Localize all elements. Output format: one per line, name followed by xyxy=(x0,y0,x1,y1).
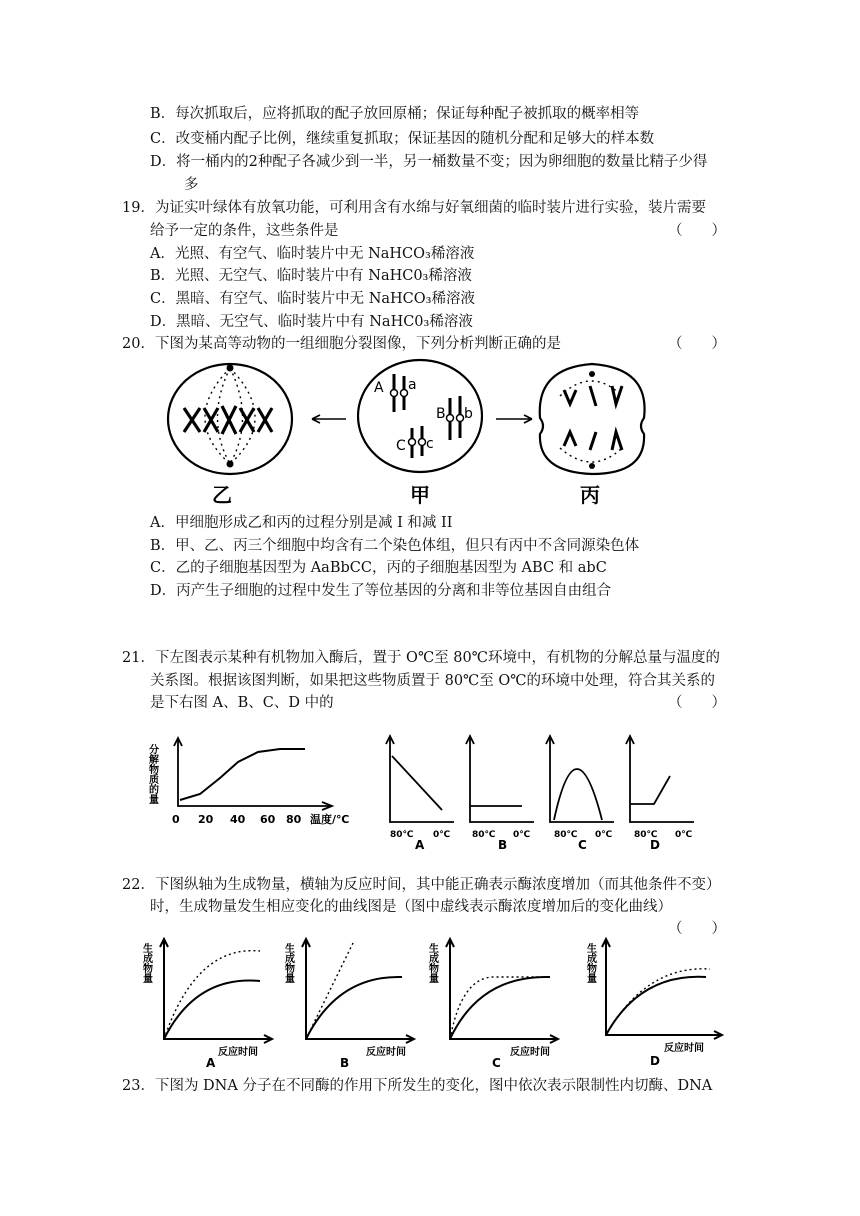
q19-option-c: C．黑暗、有空气、临时装片中无 NaHCO₃稀溶液 xyxy=(150,291,475,307)
q20-option-c: C．乙的子细胞基因型为 AaBbCC，丙的子细胞基因型为 ABC 和 abC xyxy=(150,560,607,576)
q18-option-d: D．将一桶内的2种配子各减少到一半，另一桶数量不变；因为卵细胞的数量比精子少得 xyxy=(150,154,708,170)
q20-option-b: B．甲、乙、丙三个细胞中均含有二个染色体组，但只有丙中不含同源染色体 xyxy=(150,538,640,554)
a-xlabel: 反应时间 xyxy=(218,1047,258,1058)
q19-answer-paren: （ ） xyxy=(668,223,726,239)
q19-stem-line2: 给予一定的条件，这些条件是 xyxy=(150,223,339,239)
a-tick-80: 80℃ xyxy=(390,830,414,840)
cell-jia xyxy=(358,360,482,472)
q21-label-c: C xyxy=(578,838,587,852)
q18-option-d-continued: 多 xyxy=(184,177,199,193)
q21-option-d-graph xyxy=(626,736,694,852)
q21-label-a: A xyxy=(415,838,425,852)
b-xlabel: 反应时间 xyxy=(366,1047,406,1058)
temperature-decomposition-graph xyxy=(147,738,350,826)
q21-stem-line1: 21．下左图表示某种有机物加入酶后，置于 O℃至 80℃环境中，有机物的分解总量与温度的 xyxy=(122,650,720,666)
label-yi: 乙 xyxy=(212,483,232,507)
d-tick-0: 0℃ xyxy=(675,830,693,840)
q18-option-b: B．每次抓取后，应将抓取的配子放回原桶；保证每种配子被抓取的概率相等 xyxy=(150,106,640,122)
tick-60: 60 xyxy=(260,813,276,826)
q19-stem-line1: 19．为证实叶绿体有放氧功能，可利用含有水绵与好氧细菌的临时装片进行实验，装片需要 xyxy=(122,200,706,216)
cell-bing xyxy=(540,364,645,474)
label-bing: 丙 xyxy=(580,483,600,507)
tick-40: 40 xyxy=(230,813,246,826)
q21-option-c-graph xyxy=(546,736,614,852)
q21-figure xyxy=(146,730,710,855)
q21-label-b: B xyxy=(498,838,508,852)
b-tick-80: 80℃ xyxy=(472,830,496,840)
d-ylabel: 生成物量 xyxy=(584,943,596,983)
q22-label-b: B xyxy=(340,1056,350,1070)
q19-option-d: D．黑暗、无空气、临时装片中有 NaHC0₃稀溶液 xyxy=(150,314,473,330)
d-xlabel: 反应时间 xyxy=(664,1043,704,1054)
q22-label-c: C xyxy=(492,1056,501,1070)
q21-ylabel: 分解物质的量 xyxy=(146,744,158,804)
q22-stem-line1: 22．下图纵轴为生成物量，横轴为反应时间，其中能正确表示酶浓度增加（而其他条件不变） xyxy=(122,877,721,893)
b-tick-0: 0℃ xyxy=(513,830,531,840)
q21-option-b-graph xyxy=(466,736,534,852)
q19-option-b: B．光照、无空气、临时装片中有 NaHC0₃稀溶液 xyxy=(150,268,472,284)
gene-C: C xyxy=(396,438,406,454)
q21-stem-line3: 是下右图 A、B、C、D 中的 xyxy=(150,695,334,711)
q20-stem: 20．下图为某高等动物的一组细胞分裂图像，下列分析判断正确的是 xyxy=(122,336,561,352)
q21-option-a-graph xyxy=(386,736,454,852)
tick-0: 0 xyxy=(172,813,180,826)
gene-A: A xyxy=(374,380,384,396)
c-xlabel: 反应时间 xyxy=(510,1047,550,1058)
q20-answer-paren: （ ） xyxy=(668,336,726,352)
q22-option-a-graph xyxy=(141,939,273,1070)
tick-20: 20 xyxy=(198,813,214,826)
q22-stem-line2: 时，生成物量发生相应变化的曲线图是（图中虚线表示酶浓度增加后的变化曲线） xyxy=(150,899,672,915)
cell-division-figure xyxy=(160,356,660,508)
q22-figure xyxy=(140,935,740,1070)
q22-option-d-graph xyxy=(585,939,723,1068)
tick-80: 80 xyxy=(286,813,302,826)
q23-stem-line1: 23．下图为 DNA 分子在不同酶的作用下所发生的变化，图中依次表示限制性内切酶、DNA xyxy=(122,1078,713,1094)
gene-a: a xyxy=(408,377,417,393)
d-tick-80: 80℃ xyxy=(634,830,658,840)
q21-answer-paren: （ ） xyxy=(668,695,726,711)
q22-option-c-graph xyxy=(427,939,559,1070)
c-tick-80: 80℃ xyxy=(554,830,578,840)
q20-option-a: A．甲细胞形成乙和丙的过程分别是减 I 和减 II xyxy=(150,515,453,531)
cell-yi xyxy=(168,364,292,474)
q22-label-a: A xyxy=(206,1056,216,1070)
q20-option-d: D．丙产生子细胞的过程中发生了等位基因的分离和非等位基因自由组合 xyxy=(150,583,612,599)
q21-stem-line2: 关系图。根据该图判断，如果把这些物质置于 80℃至 O℃的环境中处理，符合其关系的 xyxy=(150,673,715,689)
q21-label-d: D xyxy=(650,838,660,852)
q22-answer-paren: （ ） xyxy=(668,921,726,937)
q22-option-b-graph xyxy=(283,939,415,1070)
gene-c: c xyxy=(426,436,434,452)
q22-label-d: D xyxy=(650,1054,660,1068)
c-ylabel: 生成物量 xyxy=(426,943,438,983)
label-jia: 甲 xyxy=(410,483,430,507)
q18-option-c: C．改变桶内配子比例，继续重复抓取；保证基因的随机分配和足够大的样本数 xyxy=(150,131,655,147)
gene-B: B xyxy=(436,406,446,422)
c-tick-0: 0℃ xyxy=(595,830,613,840)
gene-b: b xyxy=(464,406,473,422)
b-ylabel: 生成物量 xyxy=(282,943,294,983)
a-tick-0: 0℃ xyxy=(433,830,451,840)
q19-option-a: A．光照、有空气、临时装片中无 NaHCO₃稀溶液 xyxy=(150,246,475,262)
a-ylabel: 生成物量 xyxy=(140,943,152,983)
q21-xlabel: 温度/℃ xyxy=(310,813,350,826)
